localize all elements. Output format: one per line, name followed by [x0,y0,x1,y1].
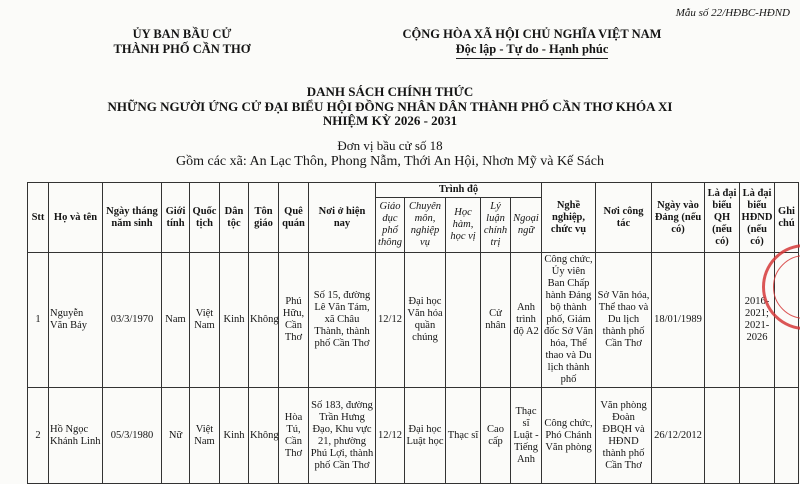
title-line-2: NHỮNG NGƯỜI ỨNG CỬ ĐẠI BIỂU HỘI ĐỒNG NHÂN DÂN THÀNH PHỐ CẦN THƠ KHÓA XI [107,98,673,114]
cell-political: Cử nhân [481,253,511,388]
cell-notes [775,388,799,484]
header-workplace: Nơi công tác [596,183,652,253]
cell-name: Nguyễn Văn Bảy [49,253,103,388]
cell-hometown: Phú Hữu, Cần Thơ [279,253,309,388]
header-council-delegate: Là đại biểu HĐND (nếu có) [740,183,775,253]
authority-line-2: THÀNH PHỐ CẦN THƠ [113,42,251,56]
cell-dob: 05/3/1980 [103,388,162,484]
cell-stt: 1 [28,253,49,388]
header-occupation: Nghề nghiệp, chức vụ [542,183,596,253]
form-code: Mẫu số 22/HĐBC-HĐND [675,7,790,19]
cell-occupation: Công chức, Phó Chánh Văn phòng [542,388,596,484]
cell-council-delegate [740,388,775,484]
cell-ethnicity: Kinh [220,388,249,484]
cell-occupation: Công chức, Ủy viên Ban Chấp hành Đảng bộ thành phố, Giám đốc Sở Văn hóa, Thể thao và Du lịch thành phố [542,253,596,388]
cell-stt: 2 [28,388,49,484]
header-dob: Ngày tháng năm sinh [103,183,162,253]
cell-academic: Thạc sĩ [446,388,481,484]
national-heading [397,27,667,59]
table-row [28,253,799,388]
cell-gender: Nữ [162,388,190,484]
cell-language: Anh trình độ A2 [511,253,542,388]
cell-religion: Không [249,388,279,484]
issuing-authority [112,27,252,57]
communes-list: Gồm các xã: An Lạc Thôn, Phong Nẫm, Thới An Hội, Nhơn Mỹ và Kế Sách [175,154,604,169]
cell-language: Thạc sĩ Luật - Tiếng Anh [511,388,542,484]
title-line-3: NHIỆM KỲ 2026 - 2031 [322,113,458,128]
cell-council-delegate: 2016-2021; 2021-2026 [740,253,775,388]
candidate-table [27,182,799,484]
cell-general-education: 12/12 [376,253,405,388]
cell-workplace: Văn phòng Đoàn ĐBQH và HĐND thành phố Cần Thơ [596,388,652,484]
header-notes: Ghi chú [775,183,799,253]
subheader-professional: Chuyên môn, nghiệp vụ [405,198,446,253]
header-education: Trình độ [376,183,542,198]
header-stt: Stt [28,183,49,253]
header-nationality: Quốc tịch [190,183,220,253]
cell-religion: Không [249,253,279,388]
subheader-academic: Học hàm, học vị [446,198,481,253]
header-name: Họ và tên [49,183,103,253]
table-row [28,388,799,484]
electoral-unit: Đơn vị bầu cử số 18 [337,138,443,153]
header-religion: Tôn giáo [249,183,279,253]
cell-residence: Số 183, đường Trần Hưng Đạo, Khu vực 21, phường Phú Lợi, thành phố Cần Thơ [309,388,376,484]
cell-general-education: 12/12 [376,388,405,484]
document-title [60,85,720,129]
subheader-general-education: Giáo dục phổ thông [376,198,405,253]
authority-line-1: ỦY BAN BẦU CỬ [132,27,232,41]
header-residence: Nơi ở hiện nay [309,183,376,253]
header-na-delegate: Là đại biểu QH (nếu có) [705,183,740,253]
cell-nationality: Việt Nam [190,253,220,388]
cell-ethnicity: Kinh [220,253,249,388]
header-party-date: Ngày vào Đảng (nếu có) [652,183,705,253]
header-ethnicity: Dân tộc [220,183,249,253]
cell-na-delegate [705,388,740,484]
cell-name: Hồ Ngọc Khánh Linh [49,388,103,484]
cell-hometown: Hòa Tú, Cần Thơ [279,388,309,484]
cell-party-date: 18/01/1989 [652,253,705,388]
subheader-language: Ngoại ngữ [511,198,542,253]
cell-gender: Nam [162,253,190,388]
cell-residence: Số 15, đường Lê Văn Tám, xã Châu Thành, thành phố Cần Thơ [309,253,376,388]
cell-academic [446,253,481,388]
cell-dob: 03/3/1970 [103,253,162,388]
header-gender: Giới tính [162,183,190,253]
cell-professional: Đại học Luật học [405,388,446,484]
header-hometown: Quê quán [279,183,309,253]
cell-professional: Đại học Văn hóa quần chúng [405,253,446,388]
cell-party-date: 26/12/2012 [652,388,705,484]
cell-workplace: Sở Văn hóa, Thể thao và Du lịch thành phố Cần Thơ [596,253,652,388]
subheader-political: Lý luận chính trị [481,198,511,253]
cell-political: Cao cấp [481,388,511,484]
cell-nationality: Việt Nam [190,388,220,484]
national-name: CỘNG HÒA XÃ HỘI CHỦ NGHĨA VIỆT NAM [402,27,662,41]
cell-na-delegate [705,253,740,388]
title-line-1: DANH SÁCH CHÍNH THỨC [306,84,474,99]
national-motto: Độc lập - Tự do - Hạnh phúc [456,42,609,59]
